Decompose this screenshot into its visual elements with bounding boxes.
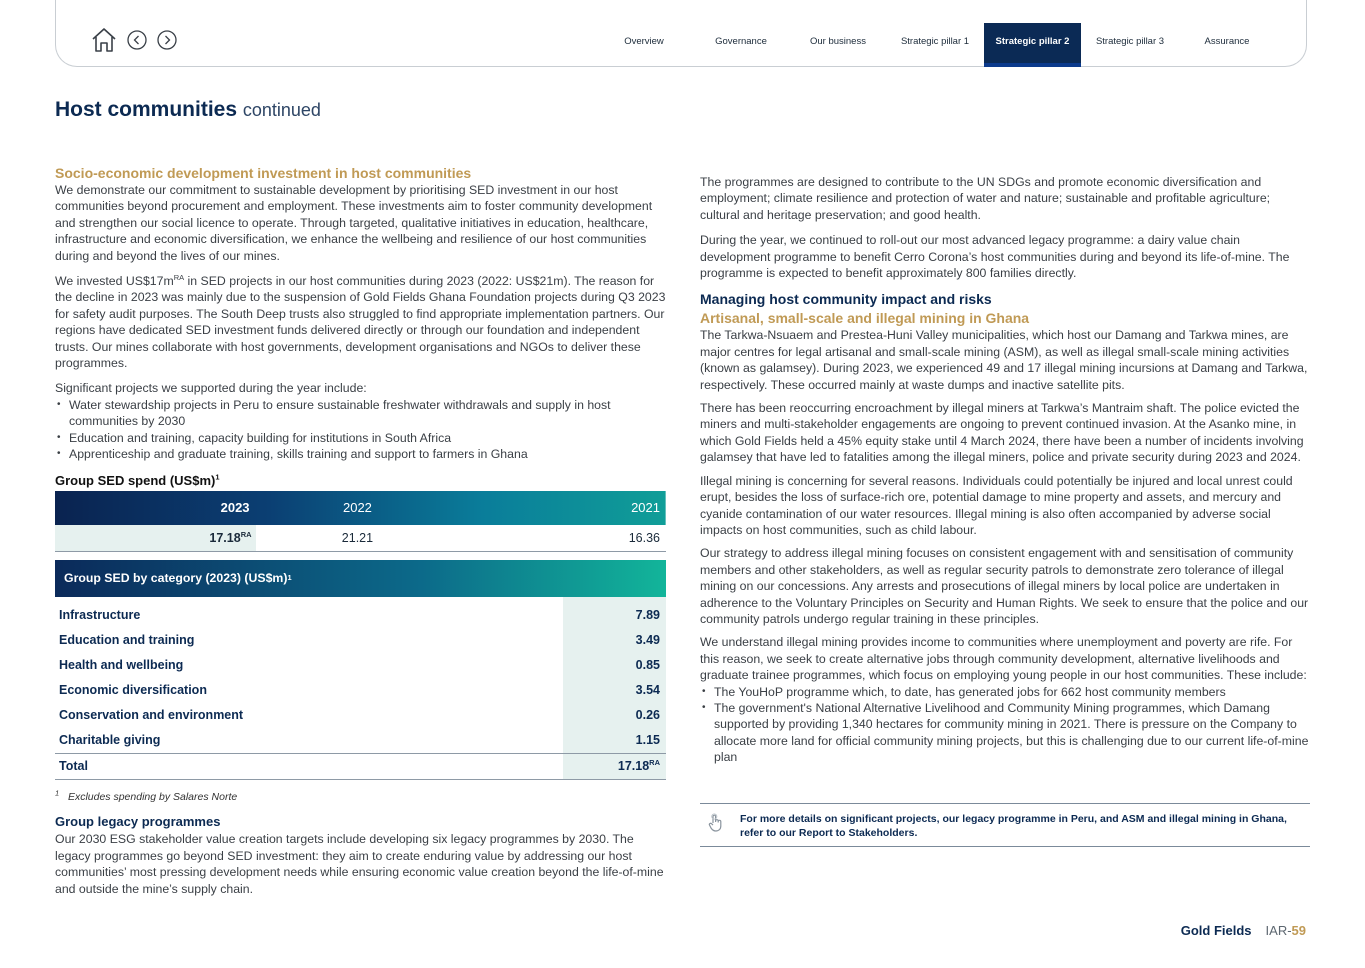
right-paragraph-5: Illegal mining is concerning for several reasons. Individuals could potentially be injured and local unrest could erupt, besides the loss of surface-rich ore, potential damage to mine property and assets, and mercury and cyanide contamination of our water resources. Illegal mining is also often accompanied by adverse social impacts on host communities, such as child labour. bbox=[700, 473, 1293, 537]
category-value: 7.89 bbox=[563, 603, 666, 628]
table-row bbox=[55, 678, 666, 703]
right-paragraph-1: The programmes are designed to contribute to the UN SDGs and promote economic diversification and employment; climate resilience and protection of water and nature; sustainable and profitable agriculture; cultural and heritage preservation; and good health. bbox=[700, 175, 1271, 222]
category-rows bbox=[55, 597, 666, 780]
pointer-hand-icon bbox=[707, 813, 725, 838]
sed-heading: Socio-economic development investment in host communities bbox=[55, 165, 472, 181]
ra-mark: RA bbox=[649, 758, 660, 768]
category-title-text: Group SED by category (2023) (US$m) bbox=[64, 571, 288, 586]
asm-heading: Artisanal, small-scale and illegal mining in Ghana bbox=[700, 310, 1030, 327]
footnote-text: Excludes spending by Salares Norte bbox=[67, 790, 238, 803]
tab-our-business[interactable]: Our business bbox=[810, 36, 866, 47]
table-row bbox=[55, 728, 666, 754]
spend-2023 bbox=[55, 525, 256, 552]
spend-header-row bbox=[55, 491, 666, 525]
right-paragraph-2: During the year, we continued to roll-out our most advanced legacy programme: a dairy value chain development programme to benefit Cerro Corona’s host communities during and beyond its life-of-mine. The programme is expected to benefit approximately 800 families directly. bbox=[700, 233, 1290, 281]
page-number: 59 bbox=[1291, 923, 1306, 938]
category-label: Health and wellbeing bbox=[59, 658, 184, 673]
sed-paragraph-2 bbox=[55, 273, 667, 371]
page-footer bbox=[1181, 923, 1306, 938]
total-value bbox=[563, 753, 666, 779]
spend-2021: 16.36 bbox=[459, 525, 666, 552]
year-2023: 2023 bbox=[220, 499, 250, 515]
spend-title-text: Group SED spend (US$m) bbox=[55, 472, 216, 488]
year-2022: 2022 bbox=[342, 499, 372, 515]
table-row bbox=[55, 703, 666, 728]
sed-paragraph-3: Significant projects we supported during the year include: bbox=[55, 381, 367, 396]
right-paragraph-6: Our strategy to address illegal mining focuses on consistent engagement with and sensitisation of community members and other stakeholders, as well as regular security patrols to demonstrate zero tolerance of illegal mining on our concessions. Any arrests and prosecutions of illegal miners by local police are undertaken in adherence to the Voluntary Principles on Security and Human Rights. We seek to ensure that the police and our community patrols undergo regular training in these principles. bbox=[700, 546, 1309, 626]
page-title bbox=[55, 98, 321, 122]
year-2021: 2021 bbox=[631, 499, 660, 515]
page-title-main: Host communities bbox=[55, 98, 238, 121]
right-paragraph-4: There has been reoccurring encroachment by illegal miners at Tarkwa’s Mantraim shaft. The police evicted the miners and multi-stakeholder engagements are ongoing to prevent continued invasion. At the Asanko mine, in which Gold Fields held a 45% equity stake until 4 March 2024, there have been a number of incidents involving galamsey that have led to fatalities among the illegal miners, police and private security during 2023 and 2024. bbox=[700, 401, 1304, 465]
sed-paragraph-1: We demonstrate our commitment to sustainable development by prioritising SED investment in our host communities beyond procurement and employment. These investments aim to foster community development and strengthen our social licence to operate. Through targeted, qualitative initiatives in education, healthcare, infrastructure and economic diversification, we enhance the wellbeing and resilience of our host communities during and beyond the lives of our mines. bbox=[55, 183, 653, 263]
category-label: Charitable giving bbox=[59, 733, 161, 748]
list-item: • The government's National Alternative Livelihood and Community Mining programmes, which Damang supported by providing 1,340 hectares for community mining in 2021. There is pressure on the Company to allocate more land for official community mining projects, but this is challenging due to our current life-of-mine plan bbox=[700, 700, 1312, 766]
forward-arrow-icon[interactable] bbox=[156, 29, 178, 51]
spend-table-title bbox=[55, 473, 667, 489]
managing-heading: Managing host community impact and risks bbox=[700, 291, 992, 308]
footnote-mark: 1 bbox=[55, 788, 60, 798]
legacy-heading: Group legacy programmes bbox=[55, 814, 221, 830]
footnote-ref: 1 bbox=[215, 472, 220, 482]
category-value: 0.85 bbox=[563, 653, 666, 678]
page-title-suffix: continued bbox=[242, 100, 321, 120]
company-name: Gold Fields bbox=[1180, 923, 1252, 938]
category-label: Economic diversification bbox=[59, 683, 207, 698]
spend-value-row bbox=[55, 525, 666, 552]
report-callout[interactable] bbox=[700, 803, 1310, 847]
list-item: • Water stewardship projects in Peru to ensure sustainable freshwater withdrawals and supply in host communities by 2030 bbox=[55, 397, 667, 430]
tab-overview[interactable]: Overview bbox=[624, 36, 664, 47]
list-item: • The YouHoP programme which, to date, has generated jobs for 662 host community members bbox=[700, 684, 1312, 700]
sed-p2-start: We invested US$17m bbox=[55, 274, 174, 289]
spend-2022: 21.21 bbox=[256, 525, 460, 552]
sed-p2-rest: in SED projects in our host communities during 2023 (2022: US$21m). The reason for the decline in 2023 was mainly due to the suspension of Gold Fields Ghana Foundation projects during Q3 2023 for safety audit purposes. The South Deep trusts also struggled to find appropriate implementation partners. Our regions have dedicated SED investment funds delivered directly or through our foundation and independent trusts. Our mines collaborate with host governments, development organisations and NGOs to deliver these programmes. bbox=[55, 274, 666, 371]
category-value: 3.54 bbox=[563, 678, 666, 703]
category-label: Education and training bbox=[59, 633, 195, 648]
home-icon[interactable] bbox=[90, 26, 118, 54]
spend-table bbox=[55, 491, 666, 552]
list-item: • Apprenticeship and graduate training, skills training and support to farmers in Ghana bbox=[55, 446, 667, 462]
total-value-text: 17.18 bbox=[617, 759, 650, 774]
tab-strategic-pillar-1[interactable]: Strategic pillar 1 bbox=[900, 36, 970, 47]
ra-mark: RA bbox=[173, 272, 185, 282]
list-item: • Education and training, capacity building for institutions in South Africa bbox=[55, 430, 667, 446]
report-label: IAR- bbox=[1265, 923, 1292, 938]
spend-2023-value: 17.18 bbox=[209, 530, 241, 545]
category-label: Infrastructure bbox=[59, 608, 141, 623]
right-paragraph-3: The Tarkwa-Nsuaem and Prestea-Huni Valley municipalities, which host our Damang and Tarkwa mines, are major centres for legal artisanal and small-scale mining (ASM), as well as illegal small-scale mining activities (known as galamsey). During 2023, we experienced 49 and 17 illegal mining incursions at Damang and Tarkwa, respectively. These occurred mainly at waste dumps and inactive satellite pits. bbox=[700, 328, 1308, 392]
table-row bbox=[55, 628, 666, 653]
tab-governance[interactable]: Governance bbox=[715, 36, 767, 47]
right-column bbox=[700, 174, 1312, 766]
alternatives-list bbox=[700, 684, 1312, 766]
left-column bbox=[55, 164, 667, 906]
legacy-paragraph: Our 2030 ESG stakeholder value creation targets include developing six legacy programmes by 2030. The legacy programmes go beyond SED investment: they aim to create enduring value by addressing our host communities’ most pressing development needs while ensuring economic value creation beyond the life-of-mine and outside the mine’s supply chain. bbox=[55, 832, 664, 896]
category-table-header: Group SED by category (2023) (US$m) 1 bbox=[55, 560, 666, 597]
ra-mark: RA bbox=[240, 529, 252, 539]
category-value: 3.49 bbox=[563, 628, 666, 653]
tab-strategic-pillar-3[interactable]: Strategic pillar 3 bbox=[1095, 36, 1165, 47]
projects-list bbox=[55, 397, 667, 463]
tab-strategic-pillar-2[interactable]: Strategic pillar 2 bbox=[984, 23, 1081, 67]
tab-assurance[interactable]: Assurance bbox=[1204, 36, 1250, 47]
table-row bbox=[55, 653, 666, 678]
total-label: Total bbox=[55, 753, 563, 779]
category-value: 1.15 bbox=[563, 728, 666, 754]
table-row bbox=[55, 603, 666, 628]
callout-text: For more details on significant projects, our legacy programme in Peru, and ASM and illegal mining in Ghana, refer to our Report to Stakeholders. bbox=[740, 813, 1287, 839]
footnote bbox=[55, 789, 667, 805]
category-table bbox=[55, 560, 666, 780]
back-arrow-icon[interactable] bbox=[126, 29, 148, 51]
nav-icons bbox=[90, 26, 178, 54]
category-label: Conservation and environment bbox=[59, 708, 244, 723]
category-value: 0.26 bbox=[563, 703, 666, 728]
total-row bbox=[55, 753, 666, 779]
right-paragraph-7: We understand illegal mining provides income to communities where unemployment and poverty are rife. For this reason, we seek to create alternative jobs through community development, alternative livelihoods and graduate trainee programmes, which focus on employing young people in our host communities. These include: bbox=[700, 635, 1307, 683]
